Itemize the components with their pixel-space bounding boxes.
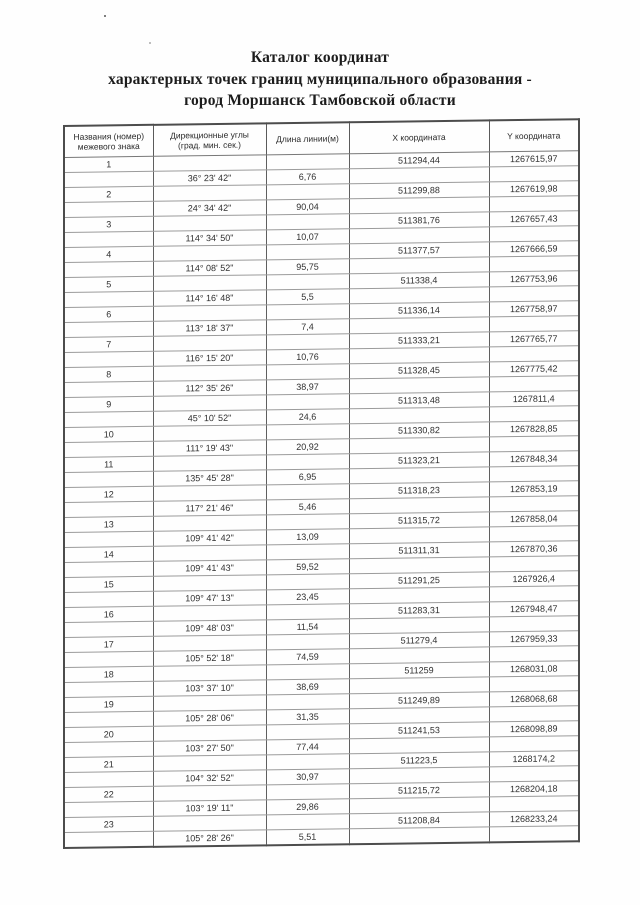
direction-angle-cell: 109° 47' 13" — [153, 590, 266, 606]
point-number-cell: 17 — [64, 636, 153, 652]
x-coordinate-cell: 511381,76 — [349, 212, 489, 229]
y-cell-empty — [489, 766, 579, 782]
y-cell-empty — [489, 676, 579, 692]
direction-angle-cell: 24° 34' 42" — [153, 200, 266, 216]
angle-cell-empty — [153, 605, 266, 621]
coordinates-table — [63, 118, 580, 849]
point-number-cell-empty — [64, 651, 153, 667]
length-cell-empty — [266, 214, 349, 230]
point-number-cell: 10 — [64, 426, 153, 442]
y-coordinate-cell: 1267959,33 — [489, 631, 579, 647]
point-number-cell-empty — [64, 771, 153, 787]
point-number-cell-empty — [64, 381, 153, 397]
length-cell-empty — [266, 394, 349, 410]
direction-angle-cell: 109° 41' 42" — [153, 530, 266, 546]
angle-cell-empty — [153, 815, 266, 831]
y-coordinate-cell: 1268204,18 — [489, 781, 579, 797]
point-number-cell-empty — [64, 591, 153, 607]
y-cell-empty — [489, 226, 579, 242]
x-coordinate-cell: 511241,53 — [349, 722, 489, 739]
angle-cell-empty — [153, 725, 266, 741]
y-cell-empty — [489, 166, 579, 182]
point-number-cell-empty — [64, 231, 153, 247]
x-coordinate-cell: 511318,23 — [349, 482, 489, 499]
length-cell-empty — [266, 544, 349, 560]
point-number-cell-empty — [64, 711, 153, 727]
table-body — [64, 151, 579, 848]
point-number-cell-empty — [64, 261, 153, 277]
point-number-cell: 7 — [64, 336, 153, 352]
length-cell-empty — [266, 154, 349, 170]
point-number-cell: 1 — [64, 156, 153, 172]
direction-angle-cell: 114° 34' 50" — [153, 230, 266, 246]
x-coordinate-cell: 511323,21 — [349, 452, 489, 469]
line-length-cell: 7,4 — [266, 319, 349, 335]
y-coordinate-cell: 1267948,47 — [489, 601, 579, 617]
y-coordinate-cell: 1267765,77 — [489, 331, 579, 347]
y-coordinate-cell: 1267666,59 — [489, 241, 579, 257]
angle-cell-empty — [153, 155, 266, 171]
angle-cell-empty — [153, 785, 266, 801]
angle-cell-empty — [153, 755, 266, 771]
angle-cell-empty — [153, 275, 266, 291]
point-number-cell-empty — [64, 411, 153, 427]
point-number-cell-empty — [64, 741, 153, 757]
direction-angle-cell: 105° 28' 06" — [153, 710, 266, 726]
angle-cell-empty — [153, 635, 266, 651]
point-number-cell: 14 — [64, 546, 153, 562]
x-coordinate-cell: 511338,4 — [349, 272, 489, 289]
line-length-cell: 20,92 — [266, 439, 349, 455]
length-cell-empty — [266, 694, 349, 710]
y-cell-empty — [489, 616, 579, 632]
direction-angle-cell: 103° 37' 10" — [153, 680, 266, 696]
y-coordinate-cell: 1268068,68 — [489, 691, 579, 707]
point-number-cell: 22 — [64, 786, 153, 802]
direction-angle-cell: 113° 18' 37" — [153, 320, 266, 336]
length-cell-empty — [266, 754, 349, 770]
angle-cell-empty — [153, 695, 266, 711]
header-y-coordinate: Y координата — [489, 119, 579, 152]
y-coordinate-cell: 1267753,96 — [489, 271, 579, 287]
y-coordinate-cell: 1267619,98 — [489, 181, 579, 197]
x-coordinate-cell: 511299,88 — [349, 182, 489, 199]
line-length-cell: 24,6 — [266, 409, 349, 425]
y-cell-empty — [489, 526, 579, 542]
y-cell-empty — [489, 286, 579, 302]
direction-angle-cell: 111° 19' 43" — [153, 440, 266, 456]
y-coordinate-cell: 1268233,24 — [489, 811, 579, 827]
point-number-cell-empty — [64, 621, 153, 637]
point-number-cell-empty — [64, 201, 153, 217]
line-length-cell: 38,69 — [266, 679, 349, 695]
point-number-cell-empty — [64, 321, 153, 337]
y-cell-empty — [489, 346, 579, 362]
point-number-cell: 12 — [64, 486, 153, 502]
angle-cell-empty — [153, 575, 266, 591]
line-length-cell: 74,59 — [266, 649, 349, 665]
direction-angle-cell: 114° 16' 48" — [153, 290, 266, 306]
scan-speck — [149, 42, 151, 44]
direction-angle-cell: 45° 10' 52" — [153, 410, 266, 426]
direction-angle-cell: 112° 35' 26" — [153, 380, 266, 396]
y-coordinate-cell: 1267758,97 — [489, 301, 579, 317]
angle-cell-empty — [153, 515, 266, 531]
point-number-cell-empty — [64, 681, 153, 697]
y-coordinate-cell: 1267615,97 — [489, 151, 579, 167]
direction-angle-cell: 116° 15' 20" — [153, 350, 266, 366]
direction-angle-cell: 135° 45' 28" — [153, 470, 266, 486]
point-number-cell-empty — [64, 531, 153, 547]
direction-angle-cell: 109° 48' 03" — [153, 620, 266, 636]
length-cell-empty — [266, 664, 349, 680]
x-coordinate-cell: 511336,14 — [349, 302, 489, 319]
direction-angle-cell: 114° 08' 52" — [153, 260, 266, 276]
point-number-cell: 20 — [64, 726, 153, 742]
length-cell-empty — [266, 514, 349, 530]
point-number-cell: 4 — [64, 246, 153, 262]
direction-angle-cell: 103° 27' 50" — [153, 740, 266, 756]
title-line-2: характерных точек границ муниципального образования - — [108, 70, 532, 88]
line-length-cell: 31,35 — [266, 709, 349, 725]
line-length-cell: 5,51 — [266, 829, 349, 846]
length-cell-empty — [266, 634, 349, 650]
line-length-cell: 11,54 — [266, 619, 349, 635]
x-coordinate-cell: 511208,84 — [349, 812, 489, 829]
header-line-length: Длина линии(м) — [266, 122, 349, 155]
y-coordinate-cell: 1267858,04 — [489, 511, 579, 527]
y-coordinate-cell: 1267853,19 — [489, 481, 579, 497]
angle-cell-empty — [153, 425, 266, 441]
x-coordinate-cell: 511311,31 — [349, 542, 489, 559]
length-cell-empty — [266, 604, 349, 620]
y-cell-empty — [489, 706, 579, 722]
point-number-cell: 9 — [64, 396, 153, 412]
point-number-cell: 16 — [64, 606, 153, 622]
point-number-cell-empty — [64, 351, 153, 367]
length-cell-empty — [266, 724, 349, 740]
y-cell-empty — [489, 466, 579, 482]
x-coordinate-cell: 511223,5 — [349, 752, 489, 769]
line-length-cell: 10,07 — [266, 229, 349, 245]
direction-angle-cell: 117° 21' 46" — [153, 500, 266, 516]
angle-cell-empty — [153, 305, 266, 321]
y-coordinate-cell: 1267775,42 — [489, 361, 579, 377]
point-number-cell-empty — [64, 501, 153, 517]
x-coordinate-cell: 511215,72 — [349, 782, 489, 799]
length-cell-empty — [266, 424, 349, 440]
line-length-cell: 23,45 — [266, 589, 349, 605]
header-direction-angles: Дирекционные углы (град. мин. сек.) — [153, 123, 266, 156]
x-coordinate-cell: 511291,25 — [349, 572, 489, 589]
point-number-cell: 23 — [64, 816, 153, 832]
line-length-cell: 77,44 — [266, 739, 349, 755]
line-length-cell: 59,52 — [266, 559, 349, 575]
title-line-3: город Моршанск Тамбовской области — [184, 92, 456, 109]
y-cell-empty — [489, 376, 579, 392]
document-title — [0, 47, 640, 112]
header-x-coordinate: X координата — [349, 120, 489, 153]
point-number-cell-empty — [64, 471, 153, 487]
point-number-cell: 8 — [64, 366, 153, 382]
angle-cell-empty — [153, 545, 266, 561]
line-length-cell: 5,5 — [266, 289, 349, 305]
y-cell-empty — [489, 556, 579, 572]
direction-angle-cell: 105° 28' 26" — [153, 830, 266, 847]
y-cell-empty — [489, 646, 579, 662]
direction-angle-cell: 109° 41' 43" — [153, 560, 266, 576]
y-coordinate-cell: 1267848,34 — [489, 451, 579, 467]
x-coordinate-cell: 511330,82 — [349, 422, 489, 439]
x-coordinate-cell: 511377,57 — [349, 242, 489, 259]
y-cell-empty — [489, 826, 579, 843]
y-cell-empty — [489, 196, 579, 212]
y-coordinate-cell: 1267657,43 — [489, 211, 579, 227]
y-coordinate-cell: 1268098,89 — [489, 721, 579, 737]
line-length-cell: 95,75 — [266, 259, 349, 275]
scan-speck — [104, 15, 106, 17]
x-coordinate-cell: 511259 — [349, 662, 489, 679]
line-length-cell: 5,46 — [266, 499, 349, 515]
y-cell-empty — [489, 496, 579, 512]
y-coordinate-cell: 1267828,85 — [489, 421, 579, 437]
direction-angle-cell: 103° 19' 11" — [153, 800, 266, 816]
x-coordinate-cell: 511249,89 — [349, 692, 489, 709]
angle-cell-empty — [153, 215, 266, 231]
point-number-cell-empty — [64, 441, 153, 457]
line-length-cell: 90,04 — [266, 199, 349, 215]
point-number-cell: 3 — [64, 216, 153, 232]
y-cell-empty — [489, 586, 579, 602]
y-coordinate-cell: 1268031,08 — [489, 661, 579, 677]
point-number-cell-empty — [64, 291, 153, 307]
y-coordinate-cell: 1268174,2 — [489, 751, 579, 767]
length-cell-empty — [266, 334, 349, 350]
length-cell-empty — [266, 454, 349, 470]
point-number-cell-empty — [64, 831, 153, 848]
angle-cell-empty — [153, 485, 266, 501]
length-cell-empty — [266, 574, 349, 590]
point-number-cell-empty — [64, 801, 153, 817]
y-coordinate-cell: 1267926,4 — [489, 571, 579, 587]
angle-cell-empty — [153, 245, 266, 261]
length-cell-empty — [266, 814, 349, 830]
point-number-cell: 15 — [64, 576, 153, 592]
y-cell-empty — [489, 436, 579, 452]
length-cell-empty — [266, 184, 349, 200]
x-coordinate-cell: 511279,4 — [349, 632, 489, 649]
length-cell-empty — [266, 784, 349, 800]
length-cell-empty — [266, 274, 349, 290]
angle-cell-empty — [153, 335, 266, 351]
y-cell-empty — [489, 316, 579, 332]
length-cell-empty — [266, 484, 349, 500]
line-length-cell: 6,95 — [266, 469, 349, 485]
direction-angle-cell: 105° 52' 18" — [153, 650, 266, 666]
direction-angle-cell: 104° 32' 52" — [153, 770, 266, 786]
point-number-cell-empty — [64, 561, 153, 577]
point-number-cell-empty — [64, 171, 153, 187]
angle-cell-empty — [153, 185, 266, 201]
point-number-cell: 19 — [64, 696, 153, 712]
line-length-cell: 30,97 — [266, 769, 349, 785]
direction-angle-cell: 36° 23' 42" — [153, 170, 266, 186]
x-coordinate-cell: 511294,44 — [349, 152, 489, 169]
x-coordinate-cell: 511328,45 — [349, 362, 489, 379]
title-line-1: Каталог координат — [250, 49, 390, 66]
y-coordinate-cell: 1267870,36 — [489, 541, 579, 557]
angle-cell-empty — [153, 665, 266, 681]
line-length-cell: 10,76 — [266, 349, 349, 365]
y-cell-empty — [489, 256, 579, 272]
x-coordinate-cell: 511315,72 — [349, 512, 489, 529]
length-cell-empty — [266, 364, 349, 380]
angle-cell-empty — [153, 455, 266, 471]
x-coordinate-cell: 511283,31 — [349, 602, 489, 619]
line-length-cell: 13,09 — [266, 529, 349, 545]
length-cell-empty — [266, 244, 349, 260]
point-number-cell: 13 — [64, 516, 153, 532]
point-number-cell: 18 — [64, 666, 153, 682]
point-number-cell: 2 — [64, 186, 153, 202]
point-number-cell: 5 — [64, 276, 153, 292]
x-coordinate-cell: 511333,21 — [349, 332, 489, 349]
line-length-cell: 38,97 — [266, 379, 349, 395]
y-cell-empty — [489, 736, 579, 752]
y-cell-empty — [489, 406, 579, 422]
line-length-cell: 6,76 — [266, 169, 349, 185]
point-number-cell: 6 — [64, 306, 153, 322]
y-cell-empty — [489, 796, 579, 812]
x-cell-empty — [349, 827, 489, 844]
angle-cell-empty — [153, 365, 266, 381]
angle-cell-empty — [153, 395, 266, 411]
point-number-cell: 21 — [64, 756, 153, 772]
line-length-cell: 29,86 — [266, 799, 349, 815]
point-number-cell: 11 — [64, 456, 153, 472]
y-coordinate-cell: 1267811,4 — [489, 391, 579, 407]
length-cell-empty — [266, 304, 349, 320]
x-coordinate-cell: 511313,48 — [349, 392, 489, 409]
header-marker-number: Названия (номер) межевого знака — [64, 125, 153, 158]
